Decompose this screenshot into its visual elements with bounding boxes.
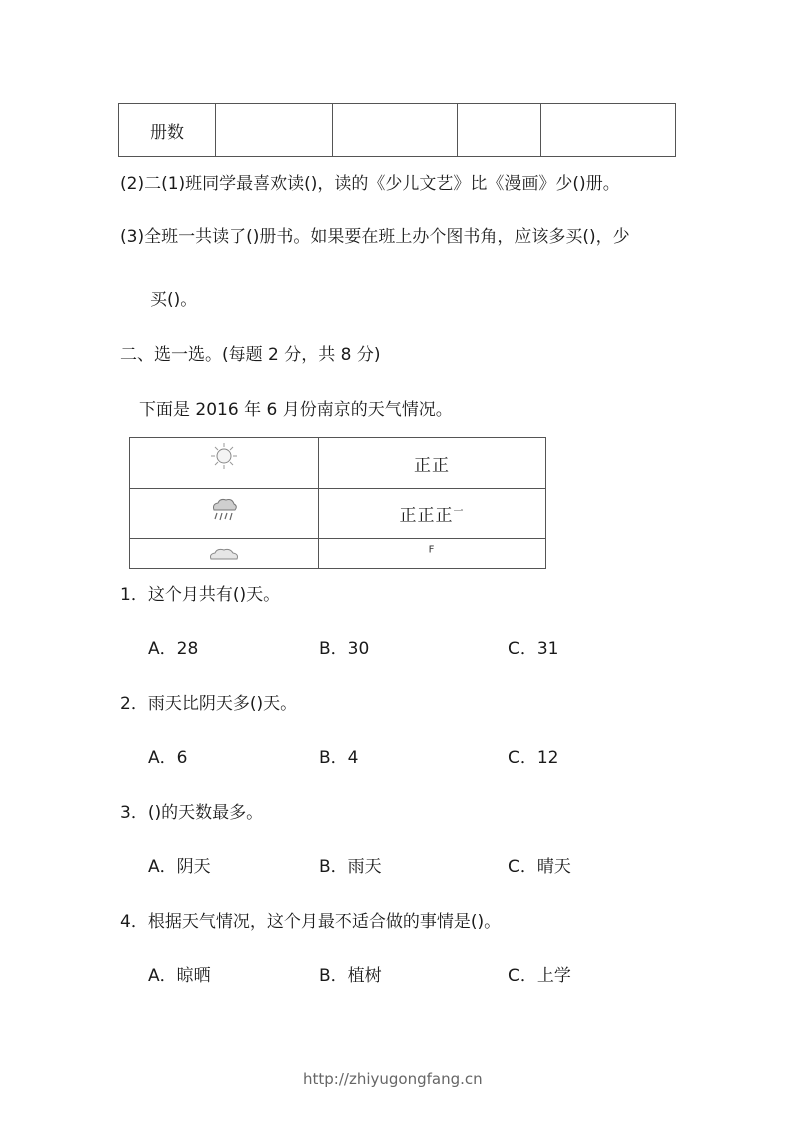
option-a: A．晾晒 <box>148 966 211 986</box>
table-row <box>119 104 676 157</box>
tally-rainy-fragment: 一 <box>453 506 465 518</box>
question-2-text: (2)二(1)班同学最喜欢读()，读的《少儿文艺》比《漫画》少()册。 <box>120 174 620 194</box>
footer-url[interactable]: http://zhiyugongfang.cn <box>303 1070 483 1088</box>
sun-icon <box>207 441 241 471</box>
weather-table <box>129 437 546 569</box>
question-text: 4．根据天气情况，这个月最不适合做的事情是()。 <box>120 912 502 932</box>
option-c: C．31 <box>508 639 559 659</box>
table-cell <box>216 104 333 157</box>
intro-text: 下面是 2016 年 6 月份南京的天气情况。 <box>139 400 453 420</box>
option-b: B．雨天 <box>319 857 382 877</box>
row-label: 册数 <box>119 104 216 157</box>
question-text: 3．()的天数最多。 <box>120 803 264 823</box>
rain-icon-cell <box>130 489 319 539</box>
tally-rainy-text: 正正正 <box>399 506 454 526</box>
section-title: 二、选一选。(每题 2 分，共 8 分) <box>120 345 381 365</box>
table-row <box>130 438 546 489</box>
question-text: 2．雨天比阴天多()天。 <box>120 694 298 714</box>
option-b: B．30 <box>319 639 370 659</box>
option-b: B．植树 <box>319 966 382 986</box>
cloud-icon-cell <box>130 539 319 569</box>
books-table <box>118 103 676 157</box>
question-3-text: (3)全班一共读了()册书。如果要在班上办个图书角，应该多买()，少 <box>120 227 630 247</box>
option-a: A．6 <box>148 748 188 768</box>
tally-cloudy-fragment: F <box>428 543 436 555</box>
table-cell <box>458 104 541 157</box>
question-text: 1．这个月共有()天。 <box>120 585 281 605</box>
option-a: A．28 <box>148 639 199 659</box>
sun-icon-cell <box>130 438 319 489</box>
cloud-icon <box>207 546 241 562</box>
option-c: C．晴天 <box>508 857 571 877</box>
option-c: C．上学 <box>508 966 571 986</box>
option-b: B．4 <box>319 748 359 768</box>
table-row <box>130 539 546 569</box>
table-row <box>130 489 546 539</box>
option-a: A．阴天 <box>148 857 211 877</box>
tally-cloudy <box>319 539 546 569</box>
tally-sunny: 正正 <box>319 438 546 489</box>
option-c: C．12 <box>508 748 559 768</box>
question-3-text-cont: 买()。 <box>150 290 198 310</box>
rain-cloud-icon <box>207 495 241 525</box>
table-cell <box>333 104 458 157</box>
table-cell <box>541 104 676 157</box>
tally-rainy <box>319 489 546 539</box>
